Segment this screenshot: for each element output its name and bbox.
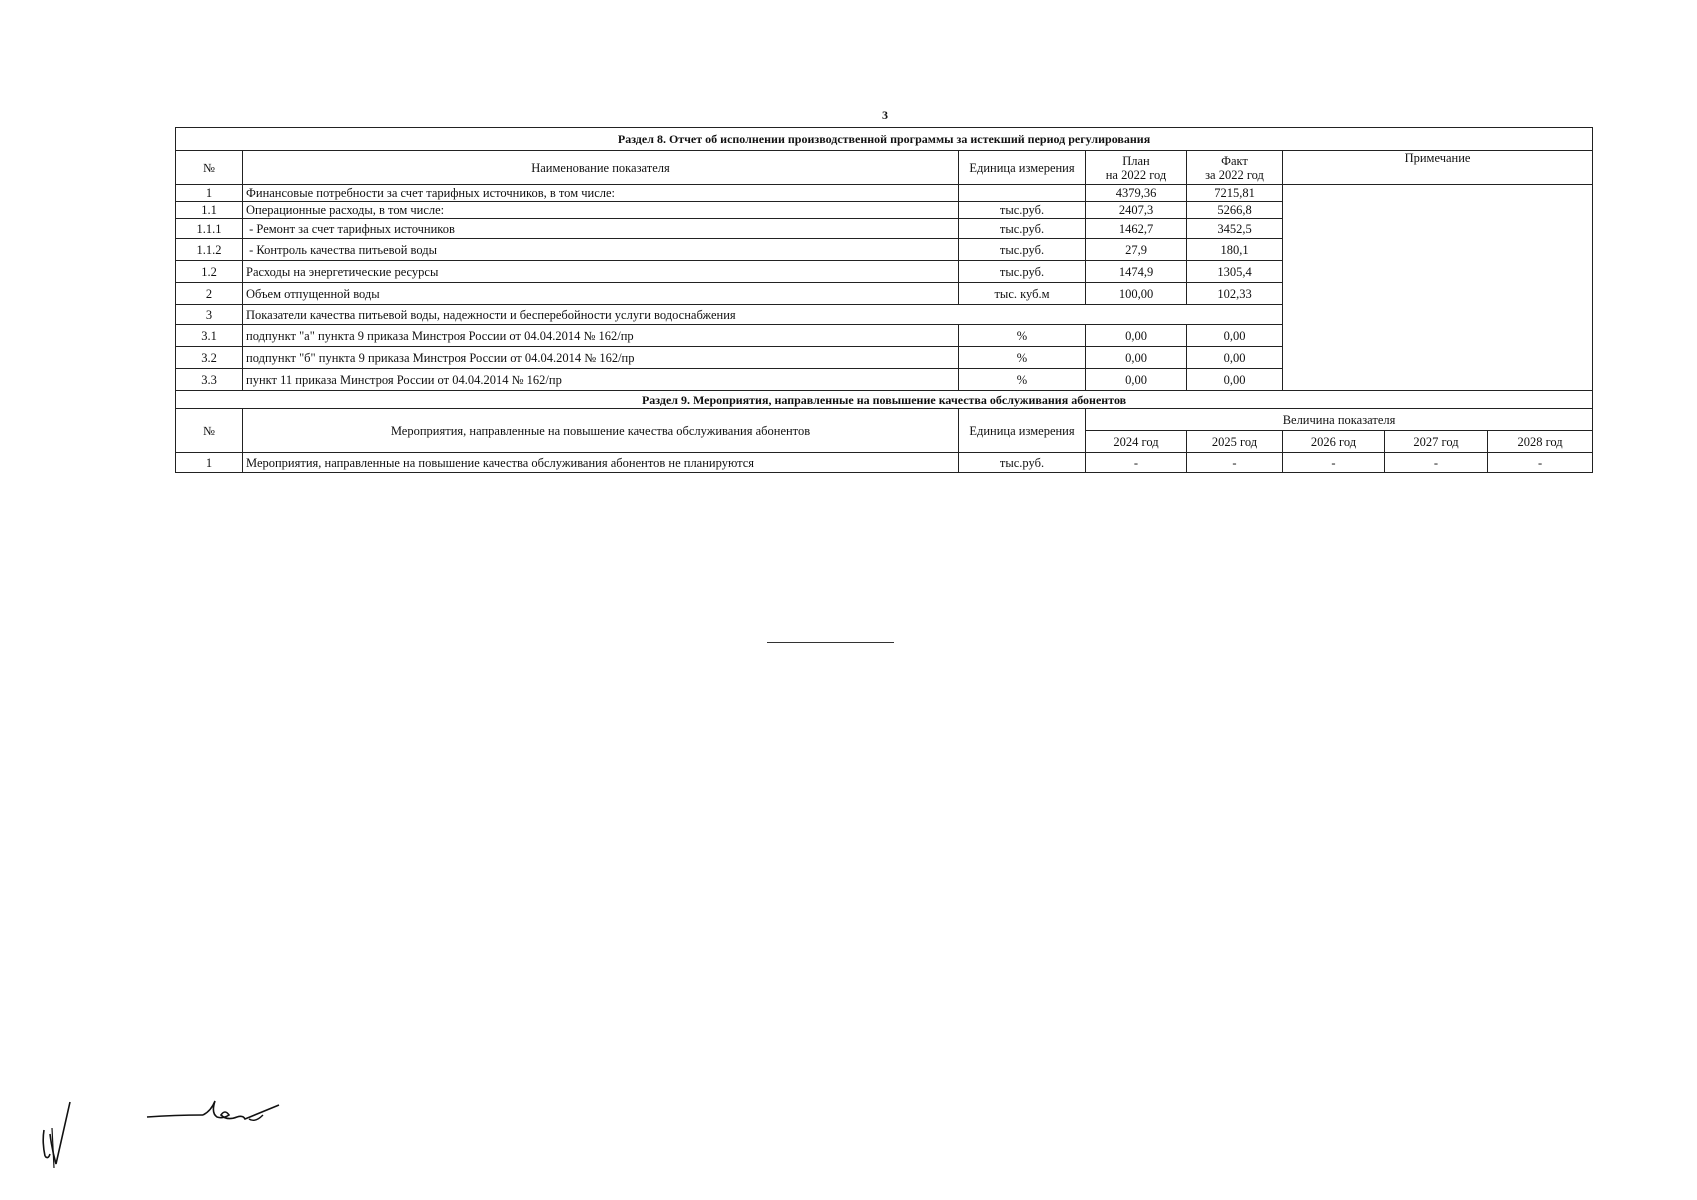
section9-title-row [176, 391, 1593, 409]
row-plan: 2407,3 [1086, 202, 1187, 219]
header-unit: Единица измерения [959, 151, 1086, 185]
row-unit: % [959, 347, 1086, 369]
row-num: 3.1 [176, 325, 243, 347]
row-unit: тыс.руб. [959, 261, 1086, 283]
row-unit: % [959, 369, 1086, 391]
row-plan: 27,9 [1086, 239, 1187, 261]
handwritten-initials [36, 1098, 76, 1178]
row-fact: 7215,81 [1187, 185, 1283, 202]
row-num: 3.3 [176, 369, 243, 391]
section8-title: Раздел 8. Отчет об исполнении производственной программы за истекший период регулирования [176, 128, 1593, 151]
header-name: Наименование показателя [243, 151, 959, 185]
row-value: - [1187, 453, 1283, 473]
row-plan: 0,00 [1086, 369, 1187, 391]
header-plan-line2: на 2022 год [1105, 167, 1167, 182]
row-fact: 5266,8 [1187, 202, 1283, 219]
row-plan: 100,00 [1086, 283, 1187, 305]
row-plan: 0,00 [1086, 325, 1187, 347]
s9-year: 2025 год [1187, 431, 1283, 453]
table-row [176, 453, 1593, 473]
row-plan: 1474,9 [1086, 261, 1187, 283]
row-name: Операционные расходы, в том числе: [243, 202, 959, 219]
row-num: 1 [176, 185, 243, 202]
section8-title-row [176, 128, 1593, 151]
row-num: 3 [176, 305, 243, 325]
s9-year: 2028 год [1488, 431, 1593, 453]
row-num: 1 [176, 453, 243, 473]
row-name: Показатели качества питьевой воды, надежности и бесперебойности услуги водоснабжения [243, 305, 1283, 325]
row-name: подпункт "а" пункта 9 приказа Минстроя России от 04.04.2014 № 162/пр [243, 325, 959, 347]
row-num: 1.1.1 [176, 219, 243, 239]
row-unit: тыс. куб.м [959, 283, 1086, 305]
s9-year: 2026 год [1283, 431, 1385, 453]
note-cell [1283, 185, 1593, 391]
row-name: Расходы на энергетические ресурсы [243, 261, 959, 283]
s9-header-unit: Единица измерения [959, 409, 1086, 453]
row-num: 1.1.2 [176, 239, 243, 261]
row-value: - [1385, 453, 1488, 473]
row-name: пункт 11 приказа Минстроя России от 04.04.2014 № 162/пр [243, 369, 959, 391]
section8-header-row [176, 151, 1593, 185]
row-num: 3.2 [176, 347, 243, 369]
row-value: - [1283, 453, 1385, 473]
s9-header-name: Мероприятия, направленные на повышение качества обслуживания абонентов [243, 409, 959, 453]
row-fact: 3452,5 [1187, 219, 1283, 239]
s9-year: 2027 год [1385, 431, 1488, 453]
row-num: 2 [176, 283, 243, 305]
row-plan: 0,00 [1086, 347, 1187, 369]
row-unit: % [959, 325, 1086, 347]
row-plan: 4379,36 [1086, 185, 1187, 202]
row-fact: 180,1 [1187, 239, 1283, 261]
table-row [176, 185, 1593, 202]
row-unit: тыс.руб. [959, 219, 1086, 239]
row-plan: 1462,7 [1086, 219, 1187, 239]
row-value: - [1086, 453, 1187, 473]
row-name: Объем отпущенной воды [243, 283, 959, 305]
row-value: - [1488, 453, 1593, 473]
row-name: Финансовые потребности за счет тарифных источников, в том числе: [243, 185, 959, 202]
row-fact: 0,00 [1187, 347, 1283, 369]
row-fact: 0,00 [1187, 369, 1283, 391]
row-name: подпункт "б" пункта 9 приказа Минстроя России от 04.04.2014 № 162/пр [243, 347, 959, 369]
header-num: № [176, 151, 243, 185]
row-num: 1.1 [176, 202, 243, 219]
header-plan-line1: План [1122, 153, 1150, 168]
row-unit: тыс.руб. [959, 239, 1086, 261]
divider-line [767, 642, 894, 643]
signature [145, 1095, 285, 1135]
report-table [175, 127, 1593, 473]
s9-year: 2024 год [1086, 431, 1187, 453]
row-fact: 1305,4 [1187, 261, 1283, 283]
section9-title: Раздел 9. Мероприятия, направленные на повышение качества обслуживания абонентов [176, 391, 1593, 409]
header-fact-line2: за 2022 год [1205, 167, 1264, 182]
header-fact-line1: Факт [1221, 153, 1248, 168]
row-unit: тыс.руб. [959, 453, 1086, 473]
row-name: - Ремонт за счет тарифных источников [243, 219, 959, 239]
row-fact: 102,33 [1187, 283, 1283, 305]
s9-header-num: № [176, 409, 243, 453]
section9-header-row [176, 409, 1593, 431]
s9-header-value: Величина показателя [1086, 409, 1593, 431]
row-unit: тыс.руб. [959, 202, 1086, 219]
page-number: 3 [882, 108, 888, 122]
header-note: Примечание [1283, 151, 1593, 185]
header-plan [1086, 151, 1187, 185]
header-fact [1187, 151, 1283, 185]
row-fact: 0,00 [1187, 325, 1283, 347]
row-unit [959, 185, 1086, 202]
row-name: Мероприятия, направленные на повышение качества обслуживания абонентов не планируются [243, 453, 959, 473]
row-name: - Контроль качества питьевой воды [243, 239, 959, 261]
row-num: 1.2 [176, 261, 243, 283]
